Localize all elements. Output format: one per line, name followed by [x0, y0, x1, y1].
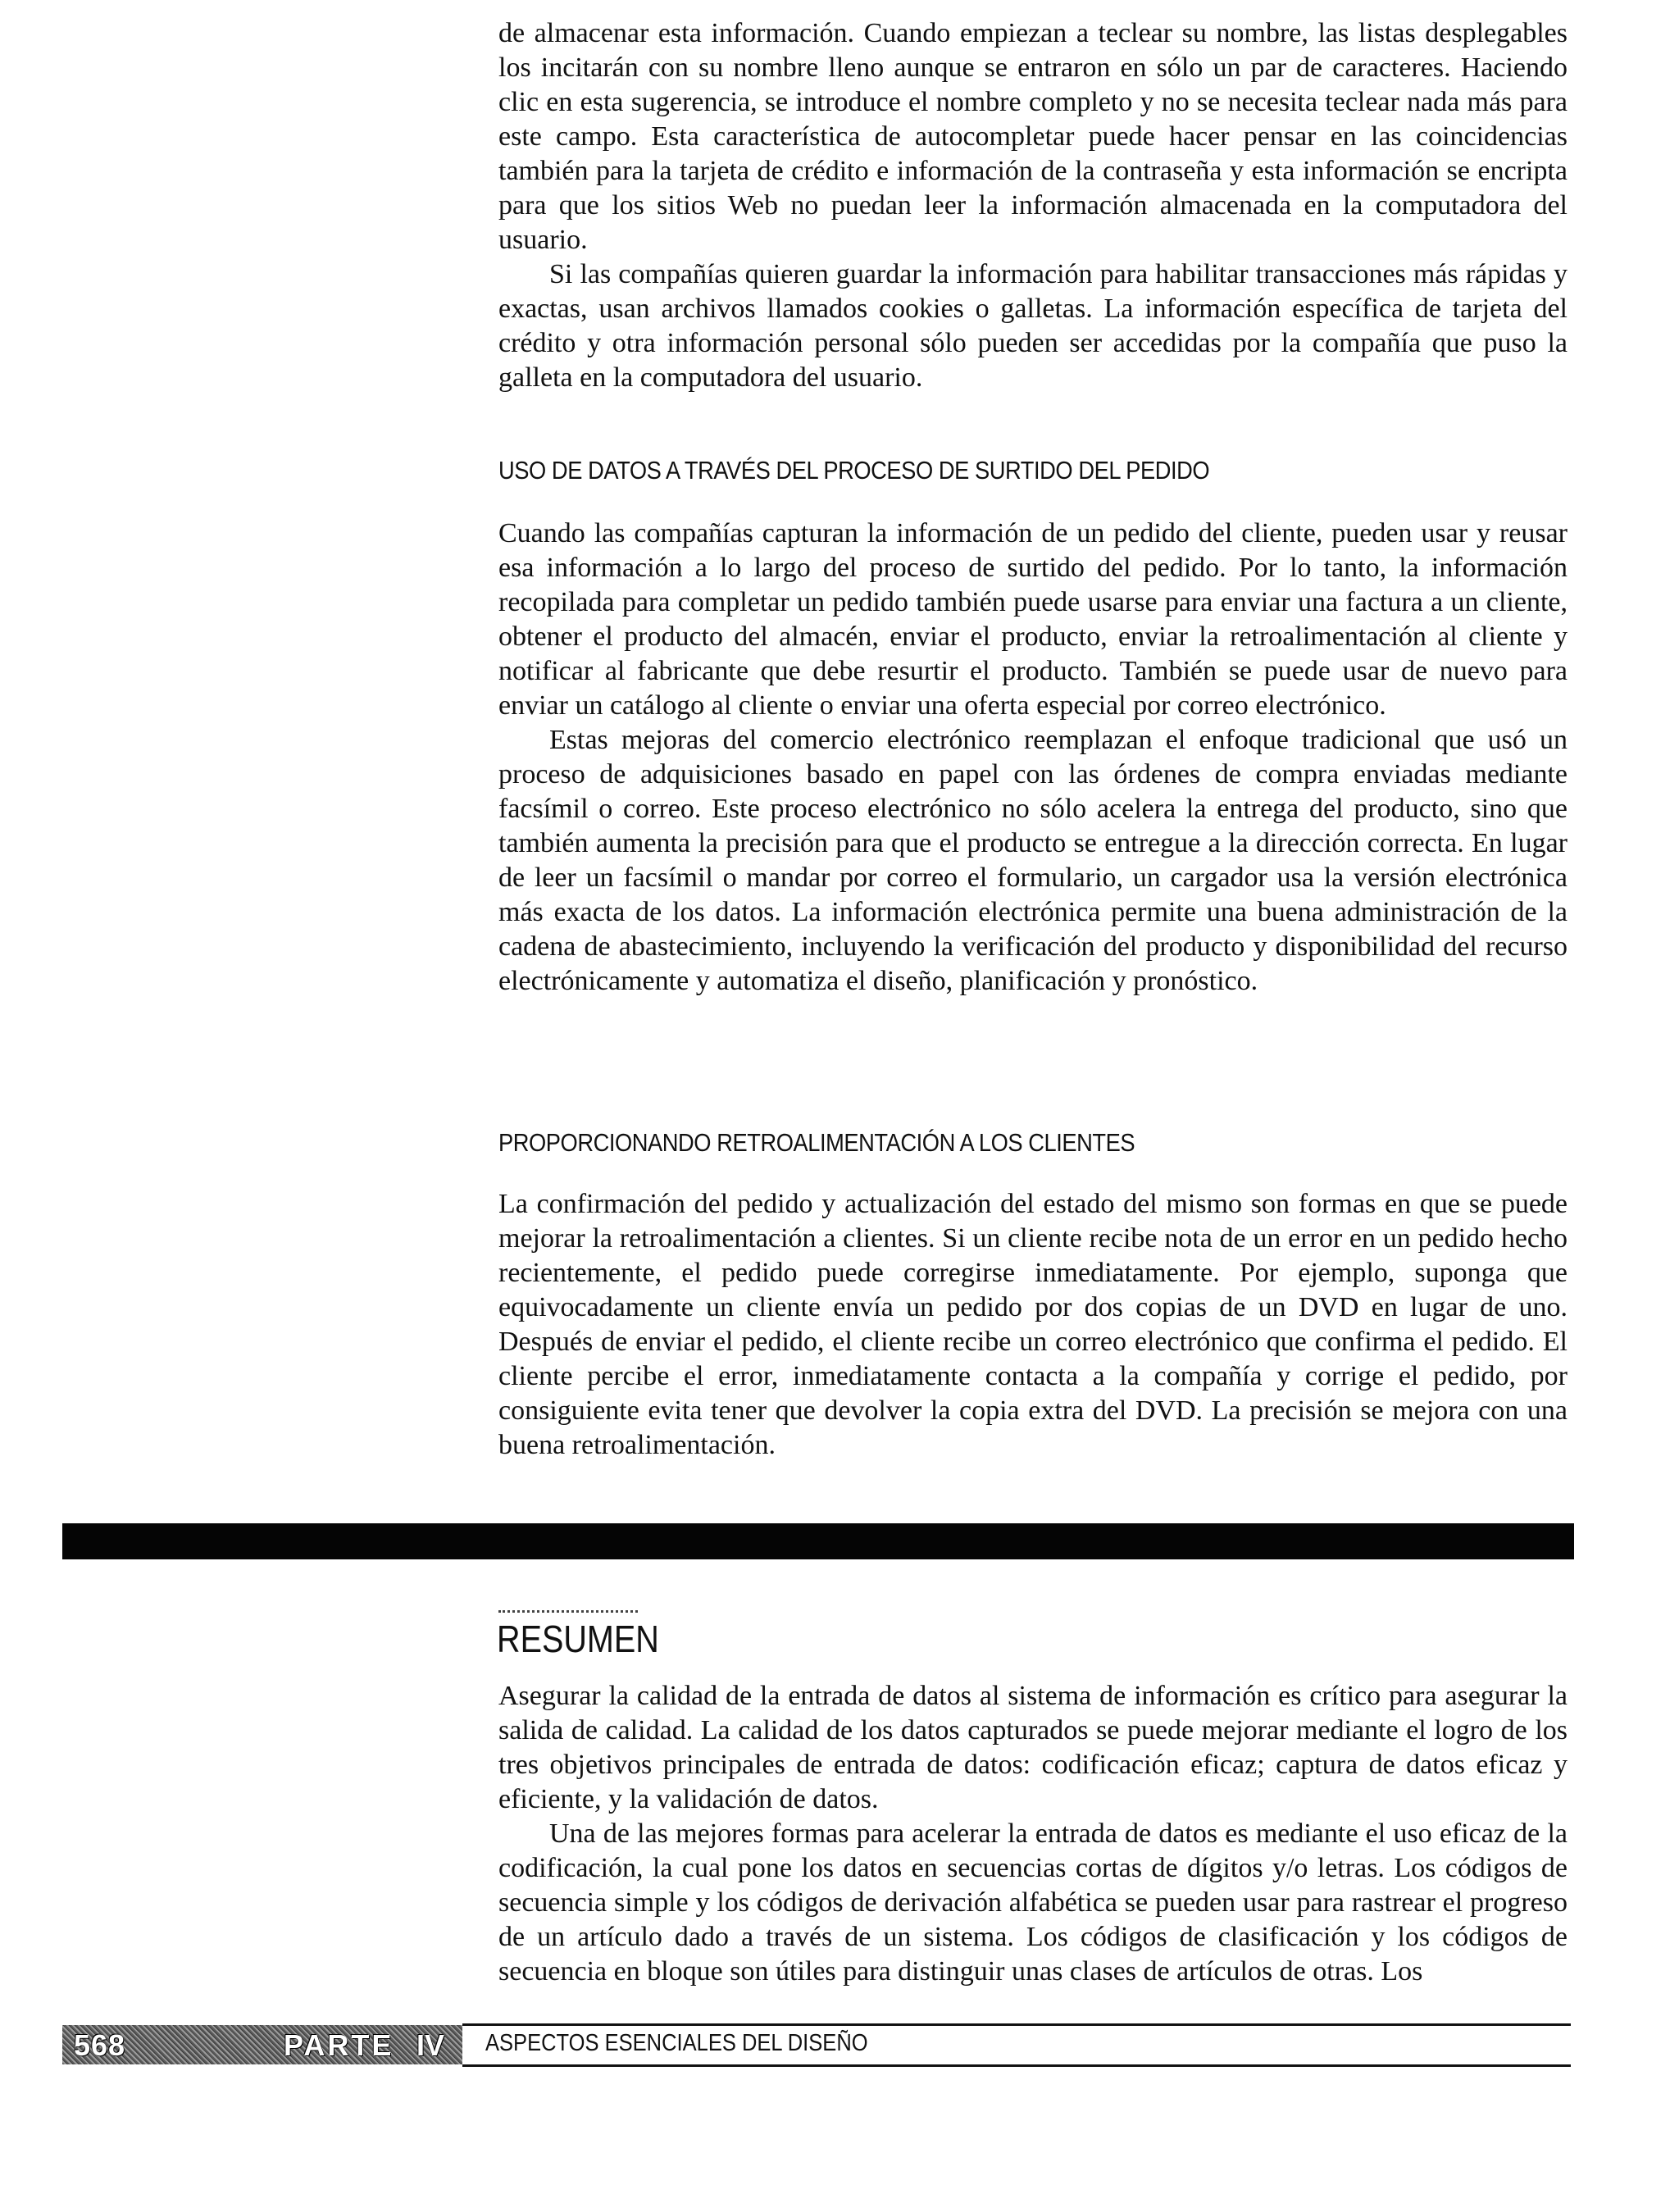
summary-text-block [498, 1679, 1568, 1989]
top-text-block [498, 16, 1568, 395]
section-heading-customer-feedback: PROPORCIONANDO RETROALIMENTACIÓN A LOS CLIENTES [498, 1128, 1135, 1157]
page-number: 568 [74, 2028, 126, 2062]
section-divider-band [62, 1523, 1574, 1559]
paragraph-top-2: Si las compañías quieren guardar la información para habilitar transacciones más rápidas y exactas, usan archivos llamados cookies o galletas. La información específica de tarjeta del crédito y otra información personal sólo pueden ser accedidas por la compañía que puso la galleta en la computadora del usuario. [498, 259, 1568, 393]
summary-dotted-rule [498, 1610, 638, 1613]
section1-text-block [498, 517, 1568, 999]
footer-page-band [62, 2025, 462, 2064]
summary-paragraph-2: Una de las mejores formas para acelerar la entrada de datos es mediante el uso eficaz de la codificación, la cual pone los datos en secuencias cortas de dígitos y/o letras. Los códigos de secuencia simple y los códigos de derivación alfabética se pueden usar para rastrear el progreso de un artículo dado a través de un sistema. Los códigos de clasificación y los códigos de secuencia en bloque son útiles para distinguir unas clases de artículos de otras. Los [498, 1818, 1568, 1987]
part-number: IV [416, 2028, 445, 2062]
footer-running-title: ASPECTOS ESENCIALES DEL DISEÑO [485, 2030, 868, 2056]
section-heading-order-fulfillment: USO DE DATOS A TRAVÉS DEL PROCESO DE SURTIDO DEL PEDIDO [498, 456, 1210, 485]
footer-rule-top [462, 2023, 1571, 2026]
section2-paragraph-1: La confirmación del pedido y actualización del estado del mismo son formas en que se puede mejorar la retroalimentación a clientes. Si un cliente recibe nota de un error en un pedido hecho recientemente, el pedido puede corregirse inmediatamente. Por ejemplo, suponga que equivocadamente un cliente envía un pedido por dos copias de un DVD en lugar de uno. Después de enviar el pedido, el cliente recibe un correo electrónico que confirma el pedido. El cliente percibe el error, inmediatamente contacta a la compañía y corrige el pedido, por consiguiente evita tener que devolver la copia extra del DVD. La precisión se mejora con una buena retroalimentación. [498, 1189, 1568, 1460]
summary-paragraph-1: Asegurar la calidad de la entrada de datos al sistema de información es crítico para asegurar la salida de calidad. La calidad de los datos capturados se puede mejorar mediante el logro de los tres objetivos principales de entrada de datos: codificación eficaz; captura de datos eficaz y eficiente, y la validación de datos. [498, 1681, 1568, 1814]
section1-paragraph-1: Cuando las compañías capturan la información de un pedido del cliente, pueden usar y reusar esa información a lo largo del proceso de surtido del pedido. Por lo tanto, la información recopilada para completar un pedido también puede usarse para enviar una factura a un cliente, obtener el producto del almacén, enviar el producto, enviar la retroalimentación al cliente y notificar al fabricante que debe resurtir el producto. También se puede usar de nuevo para enviar un catálogo al cliente o enviar una oferta especial por correo electrónico. [498, 518, 1568, 721]
paragraph-top-1: de almacenar esta información. Cuando empiezan a teclear su nombre, las listas desplegables los incitarán con su nombre lleno aunque se entraron en sólo un par de caracteres. Haciendo clic en esta sugerencia, se introduce el nombre completo y no se necesita teclear nada más para este campo. Esta característica de autocompletar puede hacer pensar en las coincidencias también para la tarjeta de crédito e información de la contraseña y esta información se encripta para que los sitios Web no puedan leer la información almacenada en la computadora del usuario. [498, 18, 1568, 255]
footer-rule-bottom [462, 2064, 1571, 2067]
summary-title: RESUMEN [497, 1618, 659, 1660]
section1-paragraph-2: Estas mejoras del comercio electrónico reemplazan el enfoque tradicional que usó un proceso de adquisiciones basado en papel con las órdenes de compra enviadas mediante facsímil o correo. Este proceso electrónico no sólo acelera la entrega del producto, sino que también aumenta la precisión para que el producto se entregue a la dirección correcta. En lugar de leer un facsímil o mandar por correo el formulario, un cargador usa la versión electrónica más exacta de los datos. La información electrónica permite una buena administración de la cadena de abastecimiento, incluyendo la verificación del producto y disponibilidad del recurso electrónicamente y automatiza el diseño, planificación y pronóstico. [498, 725, 1568, 996]
part-label: PARTE [284, 2028, 394, 2062]
section2-text-block [498, 1187, 1568, 1463]
